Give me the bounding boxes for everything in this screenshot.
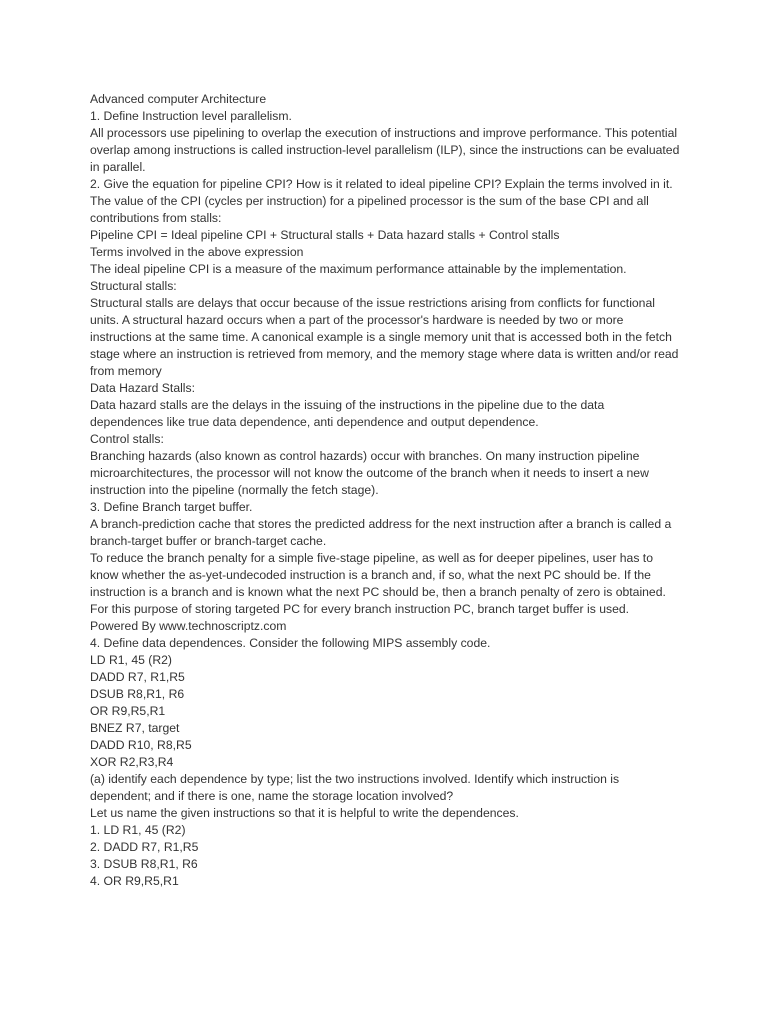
code-line: BNEZ R7, target — [90, 721, 180, 735]
question-1-answer: All processors use pipelining to overlap the execution of instructions and improve performance. This potential overlap among instructions is called instruction-level parallelism (ILP), since the instructions can be evaluated in parallel. — [90, 126, 680, 174]
btb-explanation-paragraph: To reduce the branch penalty for a simple five-stage pipeline, as well as for deeper pipelines, user has to know whether the as-yet-undecoded instruction is a branch and, if so, what the next PC should be. If the instruction is a branch and is known what the next PC should be, then a branch penalty of zero is obtained. For this purpose of storing targeted PC for every branch instruction PC, branch target buffer is used. — [90, 551, 666, 616]
document-title: Advanced computer Architecture — [90, 92, 267, 106]
code-line: XOR R2,R3,R4 — [90, 755, 174, 769]
code-line: DSUB R8,R1, R6 — [90, 687, 185, 701]
structural-stalls-paragraph: Structural stalls are delays that occur because of the issue restrictions arising from conflicts for functional units. A structural hazard occurs when a part of the processor's hardware is needed by two or more instructions at the same time. A canonical example is a single memory unit that is accessed both in the fetch stage where an instruction is retrieved from memory, and the memory stage where data is written and/or read from memory — [90, 296, 679, 378]
structural-stalls-heading: Structural stalls: — [90, 279, 177, 293]
ideal-cpi-paragraph: The ideal pipeline CPI is a measure of the maximum performance attainable by the implementation. — [90, 262, 627, 276]
pipeline-cpi-equation: Pipeline CPI = Ideal pipeline CPI + Structural stalls + Data hazard stalls + Control stalls — [90, 228, 560, 242]
numbered-instruction: 4. OR R9,R5,R1 — [90, 874, 179, 888]
numbered-instruction: 3. DSUB R8,R1, R6 — [90, 857, 198, 871]
naming-instructions-line: Let us name the given instructions so that it is helpful to write the dependences. — [90, 806, 519, 820]
powered-by-line: Powered By www.technoscriptz.com — [90, 619, 287, 633]
question-4-heading: 4. Define data dependences. Consider the following MIPS assembly code. — [90, 636, 491, 650]
terms-heading: Terms involved in the above expression — [90, 245, 304, 259]
document-page — [90, 91, 680, 890]
control-stalls-heading: Control stalls: — [90, 432, 164, 446]
control-stalls-paragraph: Branching hazards (also known as control hazards) occur with branches. On many instruction pipeline microarchitectures, the processor will not know the outcome of the branch when it needs to insert a new instruction into the pipeline (normally the fetch stage). — [90, 449, 649, 497]
numbered-instruction: 2. DADD R7, R1,R5 — [90, 840, 199, 854]
question-3-heading: 3. Define Branch target buffer. — [90, 500, 253, 514]
question-4a-paragraph: (a) identify each dependence by type; list the two instructions involved. Identify which instruction is dependent; and if there is one, name the storage location involved? — [90, 772, 620, 803]
code-line: DADD R7, R1,R5 — [90, 670, 185, 684]
question-1-heading: 1. Define Instruction level parallelism. — [90, 109, 292, 123]
code-line: DADD R10, R8,R5 — [90, 738, 192, 752]
cpi-definition-paragraph: The value of the CPI (cycles per instruction) for a pipelined processor is the sum of the base CPI and all contributions from stalls: — [90, 194, 649, 225]
btb-definition-paragraph: A branch-prediction cache that stores the predicted address for the next instruction after a branch is called a branch-target buffer or branch-target cache. — [90, 517, 672, 548]
numbered-instruction: 1. LD R1, 45 (R2) — [90, 823, 186, 837]
code-line: LD R1, 45 (R2) — [90, 653, 172, 667]
question-2-heading: 2. Give the equation for pipeline CPI? How is it related to ideal pipeline CPI? Explain the terms involved in it. — [90, 177, 673, 191]
data-hazard-stalls-heading: Data Hazard Stalls: — [90, 381, 195, 395]
code-line: OR R9,R5,R1 — [90, 704, 166, 718]
data-hazard-stalls-paragraph: Data hazard stalls are the delays in the issuing of the instructions in the pipeline due to the data dependences like true data dependence, anti dependence and output dependence. — [90, 398, 605, 429]
